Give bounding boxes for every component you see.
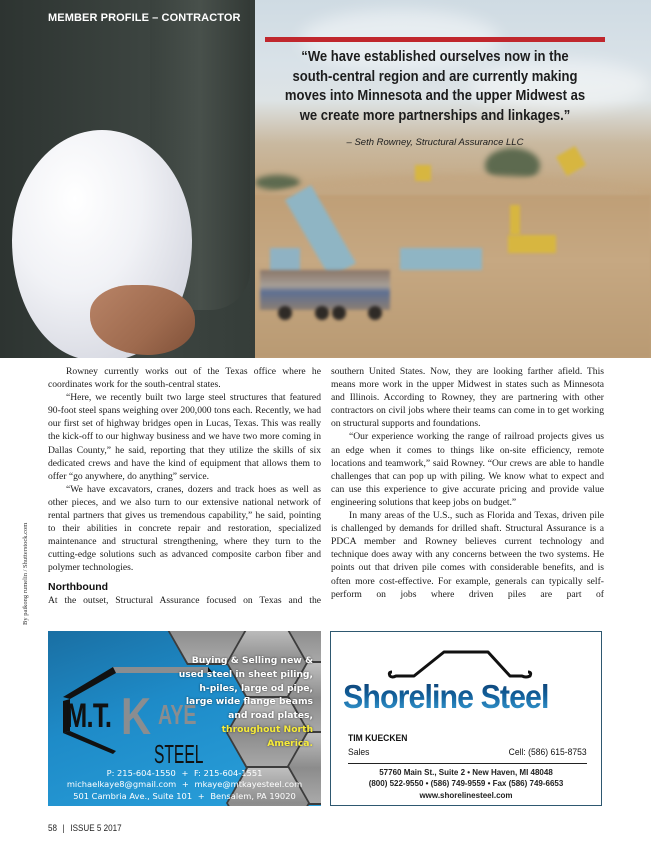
section-label: MEMBER PROFILE – CONTRACTOR xyxy=(48,12,241,24)
separator: + xyxy=(197,790,205,801)
hero-photo xyxy=(0,0,651,358)
logo-k-text: K xyxy=(121,688,152,746)
paragraph: Rowney currently works out of the Texas office where he coordinates work for the south-central states. xyxy=(48,366,321,391)
ad-blurb-text: Buying & Selling new & used steel in sheet piling, h-piles, large od pipe, large wide flange beams and road plates, xyxy=(178,655,313,722)
page-number: 58 xyxy=(48,823,57,834)
paragraph: southern United States. Now, they are looking farther afield. This means more work in the upper Midwest in states such as Minnesota and Illinois. According to Rowney, they are partnering with other contractors on civil jobs where their teams can come in to get working on structural supports and foundations. xyxy=(331,366,604,430)
wheel xyxy=(278,306,292,320)
ad-contact xyxy=(48,768,321,802)
fax: F: 215-604-1551 xyxy=(194,768,263,779)
contact-name: TIM KUECKEN xyxy=(348,733,408,744)
paragraph: In many areas of the U.S., such as Florida and Texas, driven pile is challenged by demands for drilled shaft. Structural Assurance is a PDCA member and Rowney believes current technology and technique does away with any concerns between the two systems. He points out that driven pile comes with considerable benefits, and is often more cost-effective. For example, generals can typically self-perform on jobs where driven piles are part of xyxy=(331,510,604,600)
separator: + xyxy=(181,768,189,779)
truck-body xyxy=(260,270,390,310)
sheet-pile-profile-icon xyxy=(386,642,546,682)
address-city: Bensalem, PA 19020 xyxy=(210,790,296,801)
paragraph: At the outset, Structural Assurance focused on Texas and the xyxy=(48,594,321,606)
ad-blurb xyxy=(173,654,313,751)
dump-truck xyxy=(400,248,482,270)
address-line xyxy=(48,791,321,802)
photo-credit: By paikong rumelin / Shutterstock.com xyxy=(22,522,29,625)
folio-divider: | xyxy=(62,823,65,834)
shoreline-contact-block xyxy=(331,767,601,801)
article-column-left xyxy=(48,365,321,607)
pull-quote-attribution: – Seth Rowney, Structural Assurance LLC xyxy=(346,137,524,148)
wheel xyxy=(332,306,346,320)
article-column-right xyxy=(331,365,604,601)
excavator-arm xyxy=(510,205,520,235)
paragraph: “Our experience working the range of railroad projects gives us an edge when it comes to things like on-site efficiency, remote locations and teamwork,” said Rowney. “Our crews are able to handle challenges that can pop up with piling. We know what to expect and can use this experience to give accurate pricing and provide value engineering solutions that keep jobs on budget.” xyxy=(331,431,604,508)
excavator xyxy=(508,235,556,253)
page-folio xyxy=(48,823,122,834)
separator: + xyxy=(181,779,189,790)
paragraph: “Here, we recently built two large steel structures that featured 90-foot steel spans weighing over 200,000 tons each. Recently, we had our first set of highway bridges open in Lucas, Texas. This was really the kick-off to our highway business and we have two more coming in Dallas County,” he said, reporting that they utilize the skills of six dedicated crews and have the kind of equipment that allows them to offer “go anywhere, do anything” service. xyxy=(48,392,321,482)
address-street: 501 Cambria Ave., Suite 101 xyxy=(73,790,193,801)
email-line xyxy=(48,779,321,790)
wheel xyxy=(315,306,329,320)
shoreline-logo-text: Shoreline Steel xyxy=(343,678,549,715)
email-link[interactable]: michaelkaye8@gmail.com xyxy=(66,779,177,790)
subhead: Northbound xyxy=(48,580,109,593)
accent-rule xyxy=(265,37,605,42)
logo-steel-text: STEEL xyxy=(154,739,204,769)
divider xyxy=(348,763,587,764)
ad-blurb-highlight: throughout North America. xyxy=(221,723,313,749)
issue-label: ISSUE 5 2017 xyxy=(70,823,122,834)
logo-aye-text: AYE xyxy=(158,699,197,730)
phone: P: 215-604-1550 xyxy=(106,768,176,779)
excavator xyxy=(556,146,586,176)
ad-mt-kaye-steel[interactable] xyxy=(48,631,321,806)
paragraph: “We have excavators, cranes, dozers and track hoes as well as other pieces, and we also turn to our extensive national network of rental partners that gives us tremendous capability,” he said, pointing to their abilities in concrete repair and restoration, specialized maintenance and structural strengthening, where they turn to the cutting-edge solutions such as advanced composite carbon fiber and polymer technologies. xyxy=(48,483,321,574)
contact-cell: Cell: (586) 615-8753 xyxy=(509,747,587,758)
ad-shoreline-steel[interactable] xyxy=(330,631,602,806)
dump-truck xyxy=(260,248,390,323)
phone-line xyxy=(48,768,321,779)
phone-numbers: (800) 522-9550 • (586) 749-9559 • Fax (586) 749-6653 xyxy=(368,779,564,789)
pull-quote: “We have established ourselves now in the south-central region and are currently making moves into Minnesota and the upper Midwest as we create more partnerships and linkages.” xyxy=(284,49,586,124)
email-link[interactable]: mkaye@mtkayesteel.com xyxy=(194,779,303,790)
logo-mt-text: M.T. xyxy=(66,697,112,735)
contact-role: Sales xyxy=(348,747,370,758)
excavator xyxy=(415,165,431,181)
website-link[interactable]: www.shorelinesteel.com xyxy=(419,790,513,800)
wheel xyxy=(368,306,382,320)
address: 57760 Main St., Suite 2 • New Haven, MI 48048 xyxy=(379,768,553,777)
